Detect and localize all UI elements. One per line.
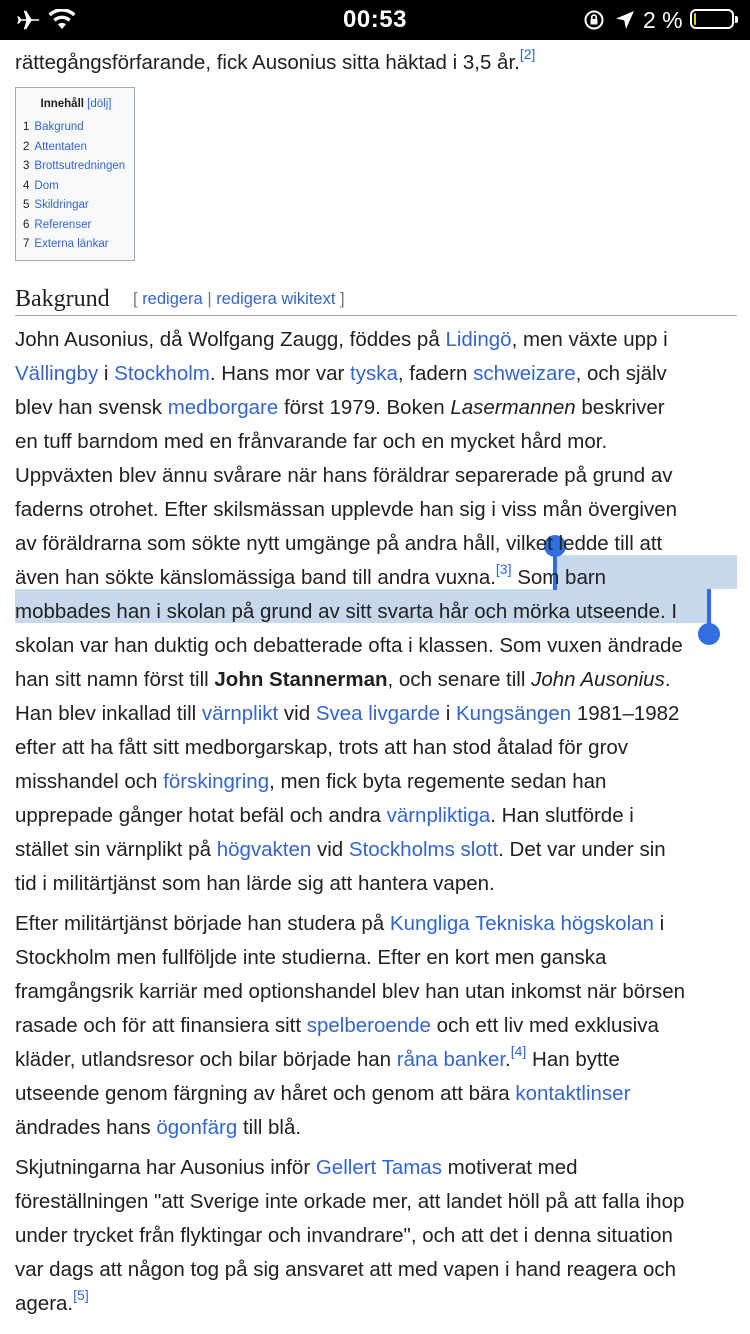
status-time: 00:53 [343, 6, 407, 33]
para3-line: agera.[5] [15, 1287, 89, 1315]
link-varnplikt[interactable]: värnplikt [201, 702, 279, 725]
ref-link-2[interactable]: [2] [519, 46, 536, 63]
edit-wikitext-link[interactable]: redigera wikitext [216, 290, 336, 308]
status-bar [0, 0, 750, 40]
para1-line: efter att ha fått sitt medborgarskap, trots att han stod åtalad för grov [15, 736, 629, 759]
para2-line: Stockholm men fullföljde inte studierna. Efter en kort men ganska [15, 946, 607, 969]
table-of-contents [15, 87, 135, 261]
para1-line: upprepade gånger hotat befäl och andra värnpliktiga. Han slutförde i [15, 804, 634, 827]
toc-title: Innehåll [dölj] [40, 98, 112, 110]
link-stockholm[interactable]: Stockholm [114, 362, 210, 385]
link-hogvakten[interactable]: högvakten [216, 838, 312, 861]
toc-item-bakgrund[interactable]: 1 Bakgrund [23, 121, 84, 133]
para2-line: framgångsrik karriär med optionshandel blev han utan inkomst när börsen [15, 980, 686, 1003]
para1-line: av föräldrarna som sökte nytt umgänge på andra håll, vilket ledde till att [15, 532, 663, 555]
location-arrow-icon [614, 9, 636, 31]
battery-percent: 2 % [643, 7, 683, 33]
link-svea-livgarde[interactable]: Svea livgarde [315, 702, 441, 725]
link-kungsangen[interactable]: Kungsängen [456, 702, 572, 725]
link-medborgare[interactable]: medborgare [167, 396, 279, 419]
para2-line: ändrades hans ögonfärg till blå. [15, 1116, 302, 1139]
ref-link-5[interactable]: [5] [73, 1287, 89, 1304]
ref-link-3[interactable]: [3] [495, 561, 512, 578]
toc-item-skildringar[interactable]: 5 Skildringar [23, 199, 89, 211]
toc-item-externa-lankar[interactable]: 7 Externa länkar [23, 238, 109, 250]
para1-line: stället sin värnplikt på högvakten vid Stockholms slott. Det var under sin [15, 838, 666, 861]
para1-line: även han sökte känslomässiga band till andra vuxna.[3] Som barn [15, 561, 607, 589]
selection-end-knob[interactable] [698, 623, 720, 645]
selected-text: mobbades han i skolan på grund av sitt svarta hår och mörka utseende. [15, 600, 666, 623]
link-tyska[interactable]: tyska [350, 362, 398, 385]
para1-line: tid i militärtjänst som han lärde sig att hantera vapen. [15, 872, 495, 895]
link-schweizare[interactable]: schweizare [473, 362, 576, 385]
link-kontaktlinser[interactable]: kontaktlinser [515, 1082, 631, 1105]
section-heading [15, 284, 737, 316]
para1-line: skolan var han duktig och debatterade ofta i klassen. Som vuxen ändrade [15, 634, 683, 657]
selected-text: Som barn [511, 566, 607, 589]
para1-line: faderns otrohet. Efter skilsmässan upplevde han sig i viss mån övergiven [15, 498, 678, 521]
link-stockholms-slott[interactable]: Stockholms slott [348, 838, 499, 861]
link-lidingo[interactable]: Lidingö [445, 328, 512, 351]
para1-line: John Ausonius, då Wolfgang Zaugg, föddes på Lidingö, men växte upp i [15, 328, 668, 351]
link-forskingring[interactable]: förskingring [163, 770, 270, 793]
para1-line: Han blev inkallad till värnplikt vid Svea livgarde i Kungsängen 1981–1982 [15, 702, 680, 725]
toc-item-attentaten[interactable]: 2 Attentaten [23, 140, 87, 153]
para1-line: blev han svensk medborgare först 1979. Boken Lasermannen beskriver [15, 396, 665, 419]
link-ogonfarg[interactable]: ögonfärg [156, 1116, 238, 1139]
link-gellert-tamas[interactable]: Gellert Tamas [315, 1156, 442, 1179]
para2-line: Efter militärtjänst började han studera på Kungliga Tekniska högskolan i [15, 912, 665, 935]
para1-line: Uppväxten blev ännu svårare när hans föräldrar separerade på grund av [15, 464, 673, 487]
para3-line: var dags att någon tog på sig ansvaret att med vapen i hand reagera och [15, 1258, 676, 1281]
ref-link-4[interactable]: [4] [510, 1043, 527, 1060]
para1-line: misshandel och förskingring, men fick byta regemente sedan han [15, 770, 607, 793]
para3-line: Skjutningarna har Ausonius inför Gellert Tamas motiverat med [15, 1156, 578, 1179]
toc-item-referenser[interactable]: 6 Referenser [23, 218, 92, 231]
toc-hide-link[interactable]: [dölj] [87, 98, 112, 110]
para1-line: han sitt namn först till John Stannerman, och senare till John Ausonius. [15, 668, 671, 691]
orientation-lock-icon [583, 9, 605, 31]
para2-line: rasade och för att finansiera sitt spelberoende och ett liv med exklusiva [15, 1014, 659, 1037]
link-vallingby[interactable]: Vällingby [15, 362, 99, 385]
edit-link[interactable]: redigera [142, 290, 203, 308]
link-rana-banker[interactable]: råna banker [396, 1048, 506, 1071]
para1-line: en tuff barndom med en frånvarande far och en mycket hård mor. [15, 430, 608, 453]
section-title: Bakgrund [15, 286, 110, 312]
para1-line: mobbades han i skolan på grund av sitt svarta hår och mörka utseende. I [15, 600, 678, 623]
para3-line: föreställningen "att Sverige inte orkade mer, att landet höll på att falla ihop [15, 1190, 685, 1213]
toc-item-dom[interactable]: 4 Dom [23, 179, 59, 192]
link-varnpliktiga[interactable]: värnpliktiga [386, 804, 491, 827]
link-kth[interactable]: Kungliga Tekniska högskolan [389, 912, 654, 935]
link-spelberoende[interactable]: spelberoende [306, 1014, 431, 1037]
para3-line: under trycket från flyktingar och invandrare", och att det i denna situation [15, 1224, 673, 1247]
para2-line: utseende genom färgning av håret och genom att bära kontaktlinser [15, 1082, 631, 1105]
para1-line: Vällingby i Stockholm. Hans mor var tyska, fadern schweizare, och själv [15, 362, 667, 385]
battery-icon [690, 9, 734, 29]
section-edit-links: [ redigera | redigera wikitext ] [133, 290, 345, 308]
toc-item-brottsutredningen[interactable]: 3 Brottsutredningen [23, 160, 126, 172]
intro-line: rättegångsförfarande, fick Ausonius sitta häktad i 3,5 år.[2] [15, 46, 536, 74]
para2-line: kläder, utlandsresor och bilar började han råna banker.[4] Han bytte [15, 1043, 620, 1071]
